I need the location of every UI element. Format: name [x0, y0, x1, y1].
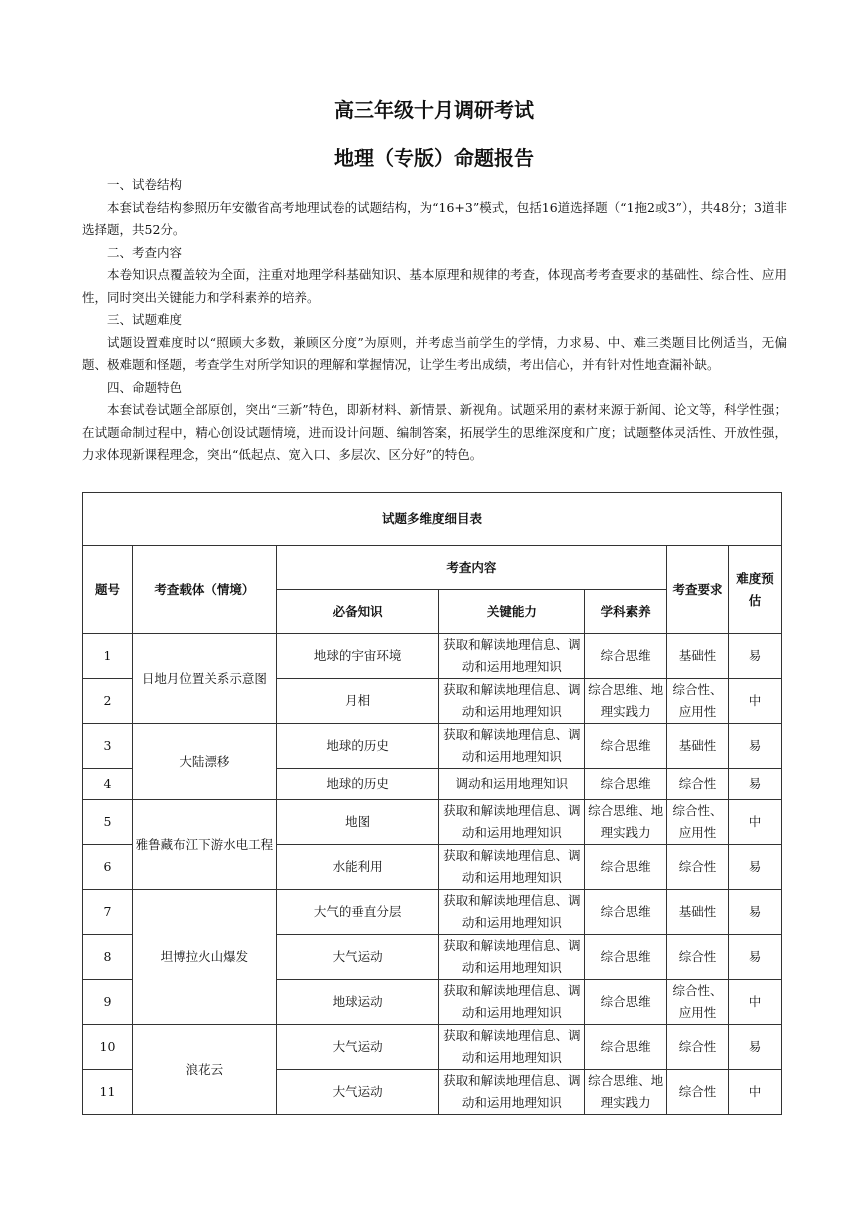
table-row [83, 1025, 782, 1070]
header-carrier: 考查载体（情境） [132, 546, 276, 634]
cell-diff: 易 [729, 769, 782, 800]
item-detail-table [82, 492, 782, 1115]
cell-num: 10 [83, 1025, 133, 1070]
cell-literacy: 综合思维 [585, 634, 667, 679]
cell-req: 综合性 [667, 935, 729, 980]
section-text-features: 本套试卷试题全部原创，突出“三新”特色，即新材料、新情景、新视角。试题采用的素材来源于新闻、论文等，科学性强；在试题命制过程中，精心创设试题情境，进而设计问题、编制答案，拓展学生的思维深度和广度；试题整体灵活性、开放性强，力求体现新课程理念，突出“低起点、宽入口、多层次、区分好”的特色。 [82, 402, 787, 462]
cell-ability: 调动和运用地理知识 [439, 769, 585, 800]
section-heading-difficulty: 三、试题难度 [107, 312, 183, 327]
cell-num: 4 [83, 769, 133, 800]
header-req: 考查要求 [667, 546, 729, 634]
report-title: 高三年级十月调研考试 [334, 98, 534, 122]
cell-literacy: 综合思维 [585, 1025, 667, 1070]
section-heading-features: 四、命题特色 [107, 379, 183, 395]
cell-knowledge: 地球的历史 [276, 769, 439, 800]
cell-knowledge: 水能利用 [276, 845, 439, 890]
cell-knowledge: 月相 [276, 679, 439, 724]
cell-knowledge: 大气运动 [276, 1025, 439, 1070]
cell-literacy: 综合思维 [585, 980, 667, 1025]
cell-diff: 易 [729, 845, 782, 890]
section-text-structure: 本套试卷结构参照历年安徽省高考地理试卷的试题结构，为“16+3”模式，包括16道选择题（“1拖2或3”），共48分；3道非选择题，共52分。 [82, 199, 787, 237]
cell-num: 6 [83, 845, 133, 890]
cell-carrier: 大陆漂移 [132, 724, 276, 800]
table-row [83, 724, 782, 769]
cell-knowledge: 地球的宇宙环境 [276, 634, 439, 679]
cell-literacy: 综合思维 [585, 890, 667, 935]
cell-literacy: 综合思维、地理实践力 [585, 1070, 667, 1115]
cell-num: 7 [83, 890, 133, 935]
cell-carrier: 日地月位置关系示意图 [132, 634, 276, 724]
cell-literacy: 综合思维 [585, 769, 667, 800]
cell-ability: 获取和解读地理信息、调动和运用地理知识 [439, 724, 585, 769]
cell-num: 11 [83, 1070, 133, 1115]
report-body [82, 174, 787, 467]
cell-knowledge: 大气运动 [276, 1070, 439, 1115]
cell-ability: 获取和解读地理信息、调动和运用地理知识 [439, 800, 585, 845]
report-subtitle: 地理（专版）命题报告 [334, 146, 534, 170]
cell-num: 3 [83, 724, 133, 769]
cell-ability: 获取和解读地理信息、调动和运用地理知识 [439, 679, 585, 724]
table-row [83, 634, 782, 679]
cell-diff: 中 [729, 800, 782, 845]
header-ability: 关键能力 [439, 590, 585, 634]
header-diff: 难度预估 [729, 546, 782, 634]
header-content: 考查内容 [276, 546, 666, 590]
header-knowledge: 必备知识 [276, 590, 439, 634]
cell-num: 1 [83, 634, 133, 679]
cell-literacy: 综合思维、地理实践力 [585, 679, 667, 724]
cell-knowledge: 地球运动 [276, 980, 439, 1025]
cell-knowledge: 地球的历史 [276, 724, 439, 769]
cell-diff: 易 [729, 1025, 782, 1070]
section-text-content: 本卷知识点覆盖较为全面，注重对地理学科基础知识、基本原理和规律的考查，体现高考考查要求的基础性、综合性、应用性，同时突出关键能力和学科素养的培养。 [82, 267, 787, 305]
cell-req: 综合性 [667, 769, 729, 800]
cell-num: 8 [83, 935, 133, 980]
cell-req: 基础性 [667, 724, 729, 769]
cell-num: 9 [83, 980, 133, 1025]
cell-carrier: 坦博拉火山爆发 [132, 890, 276, 1025]
cell-num: 2 [83, 679, 133, 724]
cell-diff: 中 [729, 679, 782, 724]
cell-ability: 获取和解读地理信息、调动和运用地理知识 [439, 935, 585, 980]
section-text-difficulty: 试题设置难度时以“照顾大多数，兼顾区分度”为原则，并考虑当前学生的学情，力求易、中、难三类题目比例适当，无偏题、极难题和怪题，考查学生对所学知识的理解和掌握情况，让学生考出成绩，考出信心，并有针对性地查漏补缺。 [82, 334, 787, 372]
cell-literacy: 综合思维、地理实践力 [585, 800, 667, 845]
cell-ability: 获取和解读地理信息、调动和运用地理知识 [439, 890, 585, 935]
cell-knowledge: 大气运动 [276, 935, 439, 980]
cell-diff: 易 [729, 724, 782, 769]
cell-req: 基础性 [667, 634, 729, 679]
cell-knowledge: 地图 [276, 800, 439, 845]
section-heading-structure: 一、试卷结构 [107, 177, 183, 192]
cell-carrier: 浪花云 [132, 1025, 276, 1115]
cell-req: 综合性、应用性 [667, 980, 729, 1025]
cell-carrier: 雅鲁藏布江下游水电工程 [132, 800, 276, 890]
cell-ability: 获取和解读地理信息、调动和运用地理知识 [439, 634, 585, 679]
cell-ability: 获取和解读地理信息、调动和运用地理知识 [439, 980, 585, 1025]
cell-diff: 中 [729, 1070, 782, 1115]
cell-req: 综合性 [667, 1025, 729, 1070]
cell-num: 5 [83, 800, 133, 845]
table-caption: 试题多维度细目表 [83, 493, 782, 546]
section-heading-content: 二、考查内容 [107, 244, 183, 260]
cell-ability: 获取和解读地理信息、调动和运用地理知识 [439, 1070, 585, 1115]
cell-req: 综合性、应用性 [667, 679, 729, 724]
cell-req: 基础性 [667, 890, 729, 935]
cell-req: 综合性 [667, 1070, 729, 1115]
cell-diff: 易 [729, 890, 782, 935]
cell-diff: 易 [729, 935, 782, 980]
cell-ability: 获取和解读地理信息、调动和运用地理知识 [439, 1025, 585, 1070]
cell-ability: 获取和解读地理信息、调动和运用地理知识 [439, 845, 585, 890]
cell-literacy: 综合思维 [585, 845, 667, 890]
cell-req: 综合性、应用性 [667, 800, 729, 845]
cell-req: 综合性 [667, 845, 729, 890]
cell-knowledge: 大气的垂直分层 [276, 890, 439, 935]
cell-literacy: 综合思维 [585, 935, 667, 980]
table-row [83, 800, 782, 845]
cell-literacy: 综合思维 [585, 724, 667, 769]
header-literacy: 学科素养 [585, 590, 667, 634]
cell-diff: 中 [729, 980, 782, 1025]
header-num: 题号 [83, 546, 133, 634]
cell-diff: 易 [729, 634, 782, 679]
table-row [83, 890, 782, 935]
